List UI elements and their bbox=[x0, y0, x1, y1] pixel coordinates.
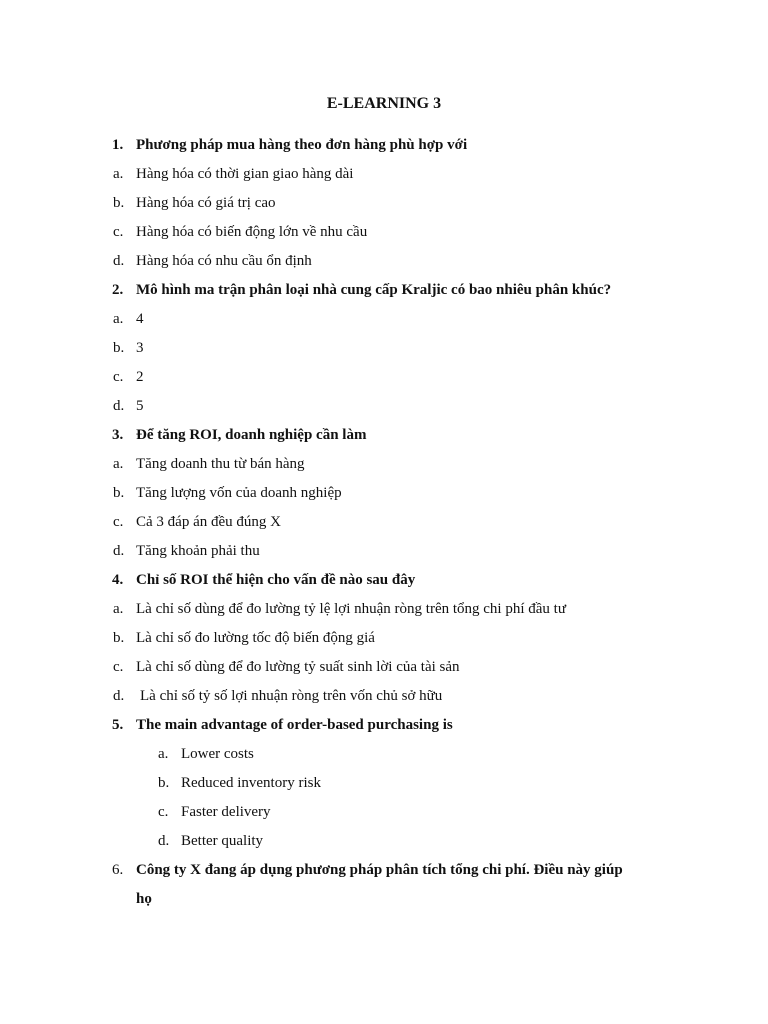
page-title: E-LEARNING 3 bbox=[326, 95, 442, 112]
option-label: a. bbox=[158, 746, 169, 762]
option-label: b. bbox=[113, 485, 125, 501]
question-text-continued: họ bbox=[136, 891, 152, 907]
option-label: d. bbox=[158, 833, 170, 849]
option-text: Lower costs bbox=[181, 746, 254, 762]
question-number: 6. bbox=[112, 862, 124, 878]
option-text: Là chỉ số dùng để đo lường tỷ suất sinh lời của tài sản bbox=[136, 659, 460, 675]
option-label: d. bbox=[113, 543, 125, 559]
option-label: d. bbox=[113, 253, 125, 269]
question-number: 3. bbox=[112, 427, 124, 443]
option-text: Faster delivery bbox=[181, 804, 271, 820]
option-text: 3 bbox=[136, 340, 144, 356]
option-label: c. bbox=[113, 224, 124, 240]
option-label: a. bbox=[113, 601, 124, 617]
option-label: b. bbox=[113, 195, 125, 211]
option-text: Hàng hóa có giá trị cao bbox=[136, 195, 276, 211]
option-text: Hàng hóa có thời gian giao hàng dài bbox=[136, 166, 354, 182]
option-text: Better quality bbox=[181, 833, 264, 849]
question-text: The main advantage of order-based purchasing is bbox=[136, 717, 453, 733]
option-label: d. bbox=[113, 688, 125, 704]
option-label: d. bbox=[113, 398, 125, 414]
question-number: 5. bbox=[112, 717, 124, 733]
option-text: Là chỉ số tỷ số lợi nhuận ròng trên vốn chủ sở hữu bbox=[140, 688, 443, 704]
option-label: b. bbox=[113, 630, 125, 646]
option-text: Là chỉ số dùng để đo lường tỷ lệ lợi nhuận ròng trên tổng chi phí đầu tư bbox=[136, 601, 566, 617]
question-text: Chỉ số ROI thể hiện cho vấn đề nào sau đây bbox=[136, 572, 416, 588]
option-text: Tăng lượng vốn của doanh nghiệp bbox=[136, 485, 342, 501]
option-text: Cả 3 đáp án đều đúng X bbox=[136, 514, 281, 530]
option-label: a. bbox=[113, 456, 124, 472]
option-label: c. bbox=[113, 514, 124, 530]
question-text: Mô hình ma trận phân loại nhà cung cấp Kraljic có bao nhiêu phân khúc? bbox=[136, 282, 612, 298]
question-text: Công ty X đang áp dụng phương pháp phân tích tổng chi phí. Điều này giúp bbox=[136, 862, 623, 878]
option-text: 4 bbox=[136, 311, 144, 327]
option-label: c. bbox=[158, 804, 169, 820]
question-number: 4. bbox=[112, 572, 124, 588]
option-text: Là chỉ số đo lường tốc độ biến động giá bbox=[136, 630, 375, 646]
question-text: Phương pháp mua hàng theo đơn hàng phù hợp với bbox=[136, 137, 468, 153]
question-number: 1. bbox=[112, 137, 124, 153]
option-label: c. bbox=[113, 369, 124, 385]
question-text: Để tăng ROI, doanh nghiệp cần làm bbox=[136, 427, 367, 443]
question-number: 2. bbox=[112, 282, 124, 298]
option-text: Tăng khoản phải thu bbox=[136, 543, 260, 559]
option-text: Reduced inventory risk bbox=[181, 775, 321, 791]
option-label: a. bbox=[113, 311, 124, 327]
option-text: 5 bbox=[136, 398, 144, 414]
option-text: Tăng doanh thu từ bán hàng bbox=[136, 456, 305, 472]
option-text: Hàng hóa có nhu cầu ổn định bbox=[136, 253, 312, 269]
option-text: Hàng hóa có biến động lớn về nhu cầu bbox=[136, 224, 368, 240]
option-label: c. bbox=[113, 659, 124, 675]
option-label: a. bbox=[113, 166, 124, 182]
option-text: 2 bbox=[136, 369, 144, 385]
option-label: b. bbox=[113, 340, 125, 356]
option-label: b. bbox=[158, 775, 170, 791]
